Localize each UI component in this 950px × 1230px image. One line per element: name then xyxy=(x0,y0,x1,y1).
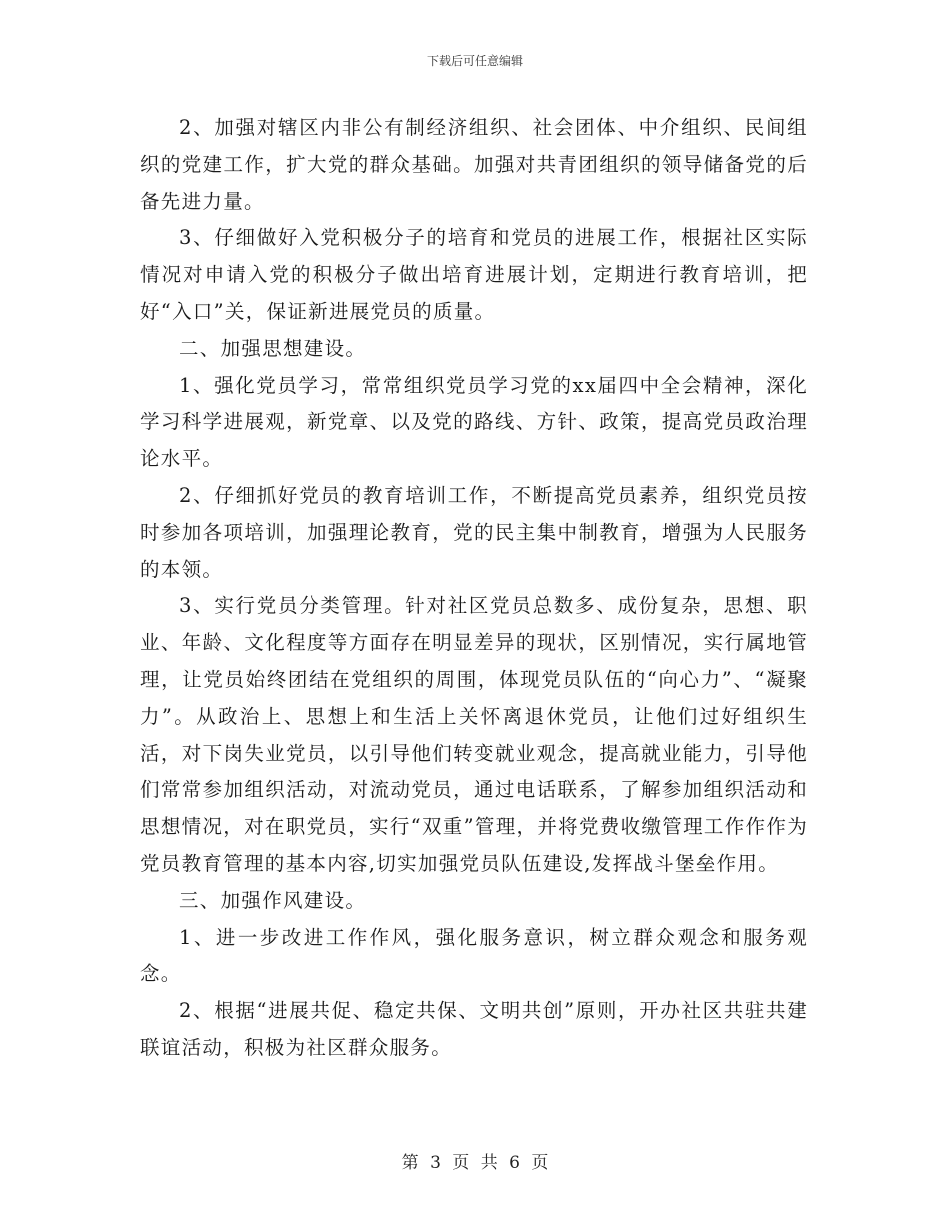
paragraph-1-work-style: 1、进一步改进工作作风，强化服务意识，树立群众观念和服务观念。 xyxy=(140,925,808,986)
paragraph-3-activist-training: 3、仔细做好入党积极分子的培育和党员的进展工作，根据社区实际情况对申请入党的积极分子做出培育进展计划，定期进行教育培训，把好“入口”关，保证新进展党员的质量。 xyxy=(140,226,808,323)
paragraph-2-party-building: 2、加强对辖区内非公有制经济组织、社会团体、中介组织、民间组织的党建工作，扩大党的群众基础。加强对共青团组织的领导储备党的后备先进力量。 xyxy=(140,116,808,213)
paragraph-2-community-service: 2、根据“进展共促、稳定共保、文明共创”原则，开办社区共驻共建联谊活动，积极为社区群众服务。 xyxy=(140,999,808,1059)
document-body xyxy=(140,110,808,1067)
page-header-note: 下载后可任意编辑 xyxy=(426,54,523,68)
paragraph-3-classified-management: 3、实行党员分类管理。针对社区党员总数多、成份复杂，思想、职业、年龄、文化程度等方面存在明显差异的现状，区别情况，实行属地管理，让党员始终团结在党组织的周围，体现党员队伍的“向心力”、“凝聚力”。从政治上、思想上和生活上关怀离退休党员，让他们过好组织生活，对下岗失业党员，以引导他们转变就业观念，提高就业能力，引导他们常常参加组织活动，对流动党员，通过电话联系，了解参加组织活动和思想情况，对在职党员，实行“双重”管理，并将党费收缴管理工作作作为党员教育管理的基本内容,切实加强党员队伍建设,发挥战斗堡垒作用。 xyxy=(140,594,808,875)
paragraph-1-study: 1、强化党员学习，常常组织党员学习党的xx届四中全会精神，深化学习科学进展观，新党章、以及党的路线、方针、政策，提高党员政治理论水平。 xyxy=(140,373,808,471)
page-number: 第 3 页 共 6 页 xyxy=(401,1153,549,1173)
section-heading-ideology: 二、加强思想建设。 xyxy=(179,336,367,360)
section-heading-work-style: 三、加强作风建设。 xyxy=(179,888,367,912)
paragraph-2-education: 2、仔细抓好党员的教育培训工作，不断提高党员素养，组织党员按时参加各项培训，加强理论教育，党的民主集中制教育，增强为人民服务的本领。 xyxy=(140,483,808,581)
